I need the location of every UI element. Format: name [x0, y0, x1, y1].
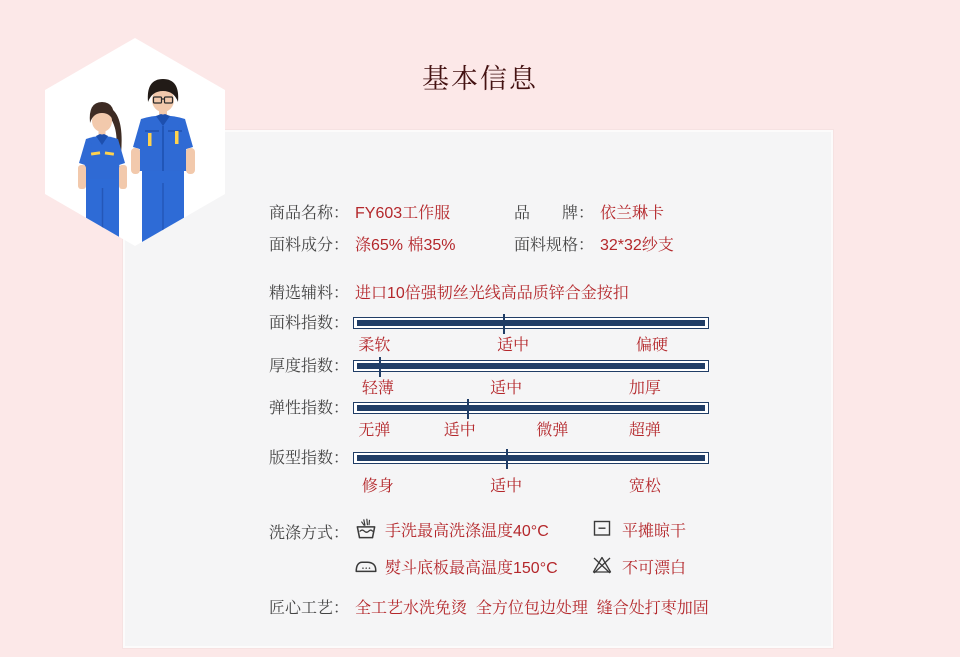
craft-label: 匠心工艺： — [268, 600, 349, 617]
mark-super-stretch: 超弹 — [628, 422, 661, 439]
slider-track — [353, 317, 709, 329]
accessories-label: 精选辅料： — [268, 285, 349, 302]
slider-track — [353, 452, 709, 464]
mark-medium: 适中 — [490, 478, 523, 495]
slider-track — [353, 402, 709, 414]
thickness-index-label: 厚度指数： — [268, 358, 349, 375]
mark-thick: 加厚 — [628, 380, 661, 397]
product-models-photo — [45, 38, 225, 246]
slider-marks — [353, 417, 709, 437]
slider-fill — [357, 455, 705, 461]
page-title: 基本信息 — [422, 64, 538, 94]
field-row-1 — [257, 200, 665, 223]
mark-hard: 偏硬 — [636, 337, 669, 354]
iron-icon — [353, 553, 379, 579]
elasticity-index-slider — [353, 402, 709, 437]
fit-index-label: 版型指数： — [268, 450, 349, 467]
field-row-3 — [257, 280, 629, 303]
slider-fill — [357, 405, 705, 411]
fabric-index-label: 面料指数： — [268, 315, 349, 332]
washing-row-2 — [257, 553, 817, 581]
wash-item-text: 手洗最高洗涤温度40°C — [385, 522, 549, 540]
slider-marks — [353, 473, 709, 493]
mark-medium: 适中 — [490, 380, 523, 397]
wash-item-no-bleach — [590, 553, 686, 579]
slider-marker — [379, 357, 381, 377]
mark-medium: 适中 — [497, 337, 530, 354]
fabric-spec-value: 32*32纱支 — [600, 237, 674, 254]
wash-item-text: 熨斗底板最高温度150°C — [385, 559, 558, 577]
thickness-index-slider — [353, 360, 709, 395]
fabric-spec-label: 面料规格： — [513, 237, 594, 254]
brand-value: 依兰琳卡 — [600, 205, 665, 222]
mark-no-stretch: 无弹 — [358, 422, 391, 439]
elasticity-index-label: 弹性指数： — [268, 400, 349, 417]
slider-track — [353, 360, 709, 372]
field-row-2 — [257, 232, 674, 255]
hexagon-models-illustration — [45, 38, 225, 246]
brand-label: 品 牌： — [513, 205, 594, 222]
fabric-composition-value: 涤65% 棉35% — [355, 237, 456, 254]
slider-marks — [353, 375, 709, 395]
elasticity-index-row — [257, 402, 709, 437]
fabric-composition-label: 面料成分： — [268, 237, 349, 254]
product-name-value: FY603工作服 — [355, 205, 451, 222]
washing-label: 洗涤方式： — [268, 525, 349, 542]
fabric-index-row — [257, 317, 709, 352]
mark-loose: 宽松 — [628, 478, 661, 495]
slider-marker — [506, 449, 508, 469]
accessories-value: 进口10倍强韧丝光线高品质锌合金按扣 — [355, 285, 629, 302]
mark-soft: 柔软 — [358, 337, 391, 354]
mark-medium: 适中 — [443, 422, 476, 439]
fit-index-slider — [353, 452, 709, 493]
slider-marks — [353, 332, 709, 352]
thickness-index-row — [257, 360, 709, 395]
wash-item-iron — [353, 553, 558, 579]
wash-item-flat-dry — [590, 516, 686, 542]
fabric-index-slider — [353, 317, 709, 352]
slider-marker — [467, 399, 469, 419]
washing-row-1 — [257, 516, 817, 544]
mark-slight-stretch: 微弹 — [536, 422, 569, 439]
mark-thin: 轻薄 — [361, 380, 394, 397]
product-name-label: 商品名称： — [268, 205, 349, 222]
wash-item-text: 平摊晾干 — [622, 522, 687, 540]
slider-marker — [503, 314, 505, 334]
basic-info-card — [123, 130, 833, 648]
slider-fill — [357, 363, 705, 369]
craft-row — [257, 595, 709, 618]
wash-item-text: 不可漂白 — [622, 559, 687, 577]
handwash-icon — [353, 516, 379, 542]
mark-slim: 修身 — [361, 478, 394, 495]
flat-dry-icon — [590, 516, 616, 542]
wash-item-handwash — [353, 516, 549, 542]
slider-fill — [357, 320, 705, 326]
fit-index-row — [257, 452, 709, 493]
no-bleach-icon — [590, 553, 616, 579]
craft-value: 全工艺水洗免烫 全方位包边处理 缝合处打枣加固 — [355, 600, 709, 617]
